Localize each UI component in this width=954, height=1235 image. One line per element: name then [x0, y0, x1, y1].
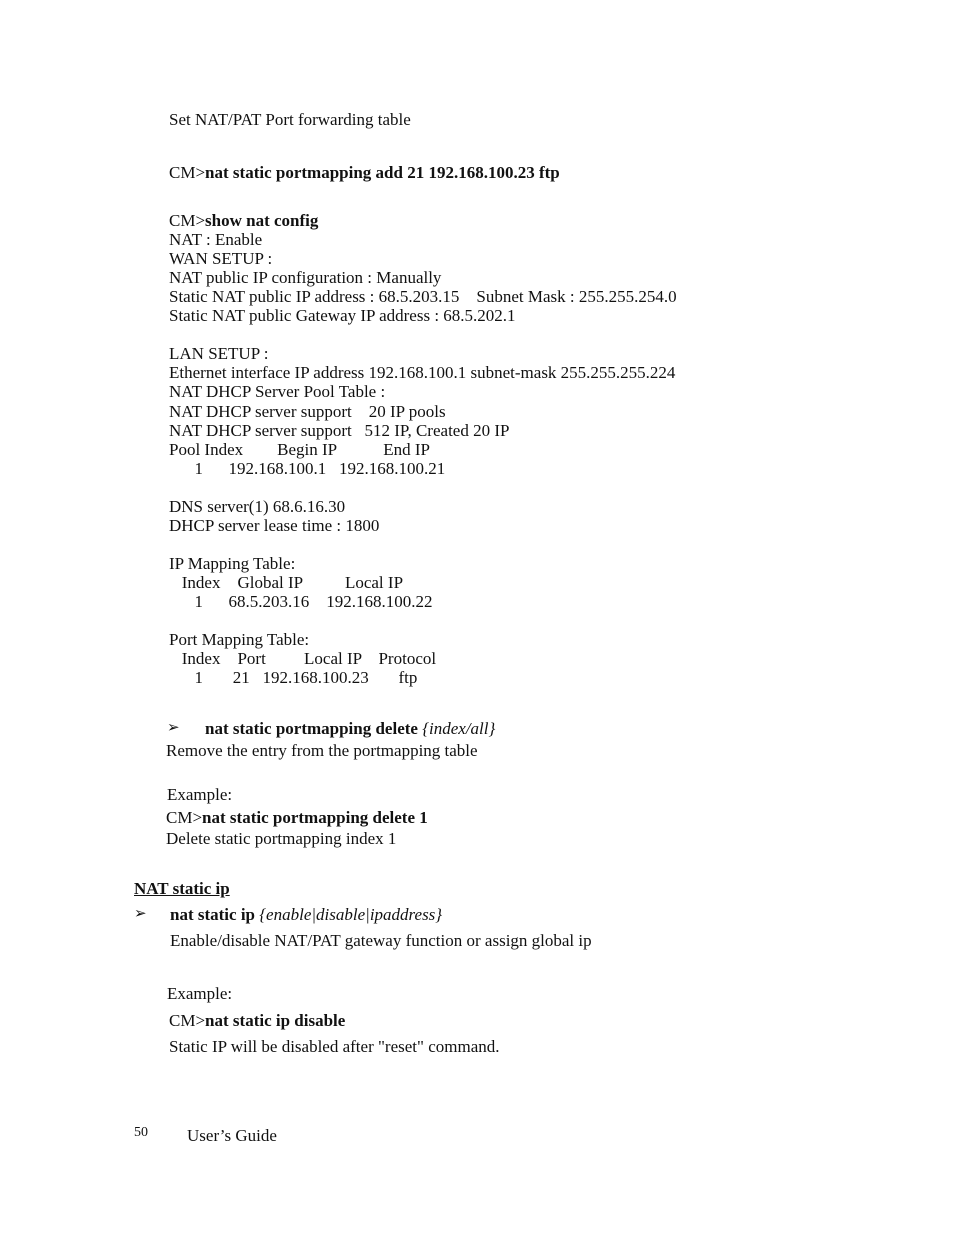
cli-prompt: CM>: [169, 211, 206, 230]
static-gateway-ip: Static NAT public Gateway IP address : 68.5.202.1: [169, 306, 516, 325]
static-ip-example-line: [169, 1011, 345, 1030]
port-mapping-header: Index Port Local IP Protocol: [169, 649, 437, 668]
static-ip-command: nat static ip: [170, 905, 255, 924]
delete-argument: {index/all}: [422, 719, 496, 738]
delete-command: nat static portmapping delete: [205, 719, 418, 738]
dns-server: DNS server(1) 68.6.16.30: [169, 497, 346, 516]
cli-prompt: CM>: [169, 1011, 206, 1030]
port-mapping-row: 1 21 192.168.100.23 ftp: [169, 668, 418, 687]
wan-setup-label: WAN SETUP :: [169, 249, 273, 268]
cli-prompt: CM>: [166, 808, 203, 827]
static-ip-command-syntax: [170, 905, 442, 924]
public-ip-config: NAT public IP configuration : Manually: [169, 268, 442, 287]
show-command: show nat config: [205, 211, 319, 230]
ip-mapping-title: IP Mapping Table:: [169, 554, 296, 573]
delete-example-description: Delete static portmapping index 1: [166, 829, 397, 848]
cli-prompt: CM>: [169, 163, 206, 182]
lan-setup-label: LAN SETUP :: [169, 344, 269, 363]
static-ip-example-command: nat static ip disable: [205, 1011, 346, 1030]
dhcp-support-ips: NAT DHCP server support 512 IP, Created 20 IP: [169, 421, 510, 440]
dhcp-support-pools: NAT DHCP server support 20 IP pools: [169, 402, 446, 421]
show-command-line: [169, 211, 318, 230]
nat-status: NAT : Enable: [169, 230, 263, 249]
delete-command-syntax: [205, 719, 495, 738]
delete-description: Remove the entry from the portmapping table: [166, 741, 478, 760]
dhcp-lease-time: DHCP server lease time : 1800: [169, 516, 380, 535]
dhcp-pool-table-label: NAT DHCP Server Pool Table :: [169, 382, 386, 401]
add-command-line: [169, 163, 560, 182]
page-number: 50: [134, 1125, 148, 1140]
port-mapping-title: Port Mapping Table:: [169, 630, 310, 649]
ip-mapping-header: Index Global IP Local IP: [169, 573, 404, 592]
static-ip-example-description: Static IP will be disabled after "reset" command.: [169, 1037, 500, 1056]
static-ip-argument: {enable|disable|ipaddress}: [259, 905, 443, 924]
bullet-arrow-icon: ➢: [167, 720, 180, 736]
static-ip-description: Enable/disable NAT/PAT gateway function or assign global ip: [170, 931, 592, 950]
static-public-ip: Static NAT public IP address : 68.5.203.15 Subnet Mask : 255.255.254.0: [169, 287, 677, 306]
bullet-arrow-icon: ➢: [134, 906, 147, 922]
pool-table-row: 1 192.168.100.1 192.168.100.21: [169, 459, 446, 478]
pool-table-header: Pool Index Begin IP End IP: [169, 440, 430, 459]
delete-example-line: [166, 808, 428, 827]
footer-title: User’s Guide: [187, 1126, 277, 1145]
ip-mapping-row: 1 68.5.203.16 192.168.100.22: [169, 592, 433, 611]
section-heading: NAT static ip: [134, 879, 230, 898]
add-command: nat static portmapping add 21 192.168.100.23 ftp: [205, 163, 560, 182]
delete-example-label: Example:: [167, 785, 233, 804]
delete-example-command: nat static portmapping delete 1: [202, 808, 428, 827]
static-ip-example-label: Example:: [167, 984, 233, 1003]
ethernet-interface: Ethernet interface IP address 192.168.100.1 subnet-mask 255.255.255.224: [169, 363, 676, 382]
intro-text: Set NAT/PAT Port forwarding table: [169, 110, 411, 129]
